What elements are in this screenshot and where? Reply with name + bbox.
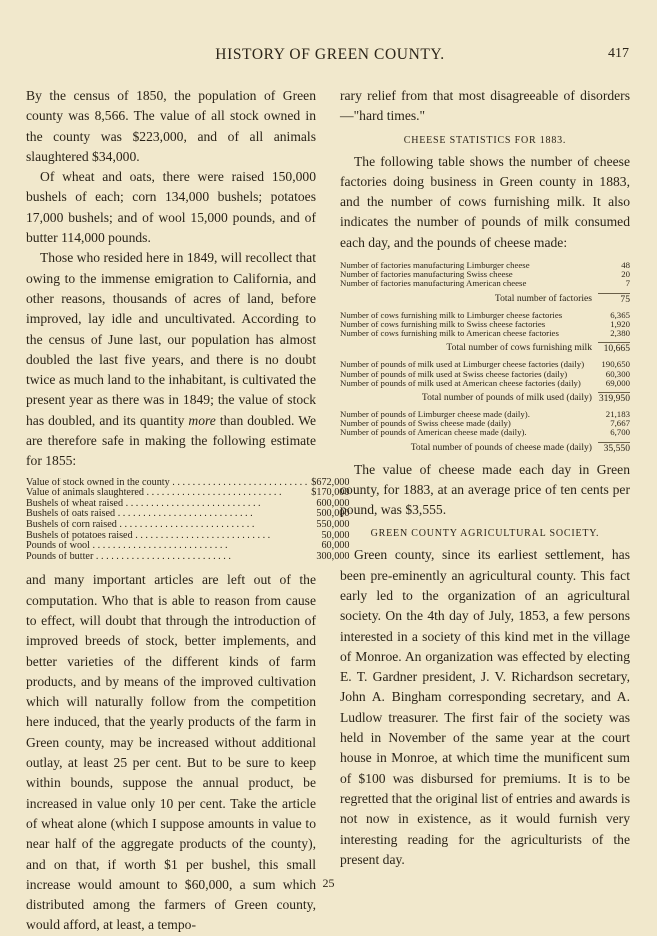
paragraph-text: than doubled. We are therefore safe in making the following estimate for 1855: — [26, 412, 316, 469]
row-label: Value of stock owned in the county — [26, 477, 170, 488]
row-value: $170,000 — [311, 487, 350, 499]
table-row — [340, 428, 630, 437]
row-label: Number of cows furnishing milk to Swiss cheese factories — [340, 319, 546, 329]
row-value: 600,000 — [316, 497, 350, 509]
section-heading: GREEN COUNTY AGRICULTURAL SOCIETY. — [370, 528, 600, 540]
table-row — [26, 478, 349, 489]
paragraph-text: Those who resided here in 1849, will recollect that owing to the immense emigration to California, and other reasons, thousands of acres of land, before improved, lay idle and uncultivated. According to the census of June last, our population has almost doubled the last five years, and there is no doubt twice as much land to the inhabitant, is cultivated the present year as there was in 1849; the value of stock has doubled, and its quantity — [26, 250, 316, 428]
row-value: $672,000 — [311, 476, 350, 488]
row-label: Bushels of potatoes raised — [26, 530, 133, 541]
table-row — [340, 261, 630, 270]
total-value: 319,950 — [598, 392, 630, 404]
row-label: Number of factories manufacturing American cheese — [340, 279, 527, 289]
cows-group — [340, 311, 630, 339]
table-row — [340, 419, 630, 428]
row-value: 50,000 — [321, 529, 350, 541]
page-header — [0, 44, 657, 68]
paragraph: The following table shows the number of cheese factories doing business in Green county in 1883, and the number of cows furnishing milk. It also indicates the number of pounds of milk consumed each day, and the pounds of cheese made: — [340, 153, 630, 250]
paragraph: Green county, since its earliest settlement, has been pre-eminently an agricultural county. This fact early led to the organization of an agricultural society. On the 4th day of July, 1853, a few persons interested in a society of this kind met in the village of Monroe. An organization was effected by electing E. T. Gardner president, J. V. Richardson secretary, John A. Bingham corresponding secretary, and A. Ludlow treasurer. The first fair of the society was held in November of the same year at the court house in Monroe, at which time the munificent sum of $100 was disbursed for premiums. It is to be regretted that the original list of entries and awards is not now in existence, as it would furnish very interesting reading for the agriculturists of the present day. — [340, 547, 630, 867]
table-row — [26, 541, 349, 552]
row-value: 21,183 — [605, 408, 630, 419]
table-row — [340, 410, 630, 419]
row-label: Bushels of wheat raised — [26, 498, 124, 509]
table-row — [26, 531, 349, 542]
table-row — [340, 320, 630, 329]
cheese-statistics-table — [340, 261, 630, 453]
paragraph: rary relief from that most disagreeable of disorders—"hard times." — [340, 88, 630, 124]
signature-mark: 25 — [322, 876, 335, 890]
table-row — [340, 279, 630, 288]
total-row — [340, 392, 630, 404]
row-value: 6,700 — [610, 427, 630, 438]
row-label: Number of pounds of Limburger cheese made (daily). — [340, 409, 530, 419]
row-value: 300,000 — [316, 550, 350, 562]
table-row — [26, 552, 349, 563]
row-value: 500,000 — [316, 508, 350, 520]
row-label: Pounds of butter — [26, 551, 94, 562]
paragraph: The value of cheese made each day in Green county, for 1883, at an average price of ten cents per pound, was $3,555. — [340, 461, 630, 518]
total-label: Total number of factories — [494, 292, 592, 304]
table-row — [26, 509, 349, 520]
row-label: Number of pounds of Swiss cheese made (daily) — [340, 419, 511, 429]
running-title: HISTORY OF GREEN COUNTY. — [215, 46, 445, 63]
row-value: 6,365 — [610, 309, 630, 320]
total-row — [340, 293, 630, 305]
row-value: 20 — [621, 269, 630, 280]
row-label: Pounds of wool — [26, 541, 90, 552]
total-value: 35,550 — [598, 442, 630, 454]
cheese-made-group — [340, 410, 630, 438]
row-label: Value of animals slaughtered — [26, 488, 144, 499]
emphasis: more — [188, 412, 216, 428]
table-row — [340, 370, 630, 379]
row-label: Number of pounds of milk used at Swiss cheese factories (daily) — [340, 369, 568, 379]
page-number: 417 — [608, 46, 629, 61]
total-row — [340, 442, 630, 454]
row-label: Number of factories manufacturing Limburger cheese — [340, 261, 530, 271]
table-row — [340, 379, 630, 388]
row-label: Bushels of oats raised — [26, 509, 116, 520]
estimate-table — [26, 478, 349, 563]
row-value: 550,000 — [316, 519, 350, 531]
row-label: Number of cows furnishing milk to American cheese factories — [340, 329, 559, 339]
total-label: Total number of pounds of cheese made (daily) — [410, 441, 592, 453]
total-row — [340, 342, 630, 354]
row-label: Number of pounds of American cheese made (daily). — [340, 428, 527, 438]
milk-group — [340, 360, 630, 388]
row-label: Bushels of corn raised — [26, 520, 117, 531]
paragraph: and many important articles are left out of the computation. Who that is able to reason from cause to effect, will doubt that through the introduction of improved breeds of stock, better implements, and better varieties of the different kinds of farm products, and by means of the improved cultivation which will naturally follow from the competition here induced, that the yearly products of the farm in Green county, may be increased without additional outlay, at least 25 per cent. But to be sure to keep within bounds, suppose the annual product, be increased in value only 10 per cent. Take the article of wheat alone (which I suppose amounts in value to near half of the aggregate products of the county), and on that, if worth $1 per bushel, this small increase would amount to $60,000, a sum which distributed among the farmers of Green county, would afford, at least, a tempo- — [26, 572, 316, 933]
table-row — [26, 520, 349, 531]
right-column — [340, 86, 630, 870]
row-value: 60,300 — [605, 368, 630, 379]
table-row — [340, 270, 630, 279]
row-value: 190,650 — [601, 359, 630, 370]
table-row — [26, 488, 349, 499]
left-column — [26, 86, 350, 936]
row-value: 48 — [621, 260, 630, 271]
table-row — [26, 499, 349, 510]
section-heading: CHEESE STATISTICS FOR 1883. — [403, 134, 567, 146]
table-row — [340, 360, 630, 369]
row-label: Number of cows furnishing milk to Limburger cheese factories — [340, 310, 563, 320]
total-value: 10,665 — [598, 342, 630, 354]
factory-group — [340, 261, 630, 289]
row-label: Number of pounds of milk used at American cheese factories (daily) — [340, 378, 581, 388]
row-value: 2,380 — [610, 328, 630, 339]
table-row — [340, 329, 630, 338]
row-value: 60,000 — [321, 540, 350, 552]
total-label: Total number of cows furnishing milk — [446, 342, 592, 354]
row-value: 1,920 — [610, 318, 630, 329]
row-label: Number of pounds of milk used at Limburger cheese factories (daily) — [340, 360, 585, 370]
table-row — [340, 311, 630, 320]
total-value: 75 — [598, 293, 630, 305]
row-value: 7,667 — [610, 418, 630, 429]
row-value: 69,000 — [605, 377, 630, 388]
row-value: 7 — [625, 278, 630, 289]
total-label: Total number of pounds of milk used (daily) — [421, 391, 592, 403]
paragraph: By the census of 1850, the population of Green county was 8,566. The value of all stock owned in the county was $223,000, and of all animals slaughtered $34,000. — [26, 88, 316, 164]
paragraph: Of wheat and oats, there were raised 150,000 bushels of each; corn 134,000 bushels; potatoes 17,000 bushels; and of wool 15,000 pounds, and of butter 114,000 pounds. — [26, 169, 316, 246]
paragraph — [26, 248, 316, 471]
row-label: Number of factories manufacturing Swiss cheese — [340, 270, 513, 280]
